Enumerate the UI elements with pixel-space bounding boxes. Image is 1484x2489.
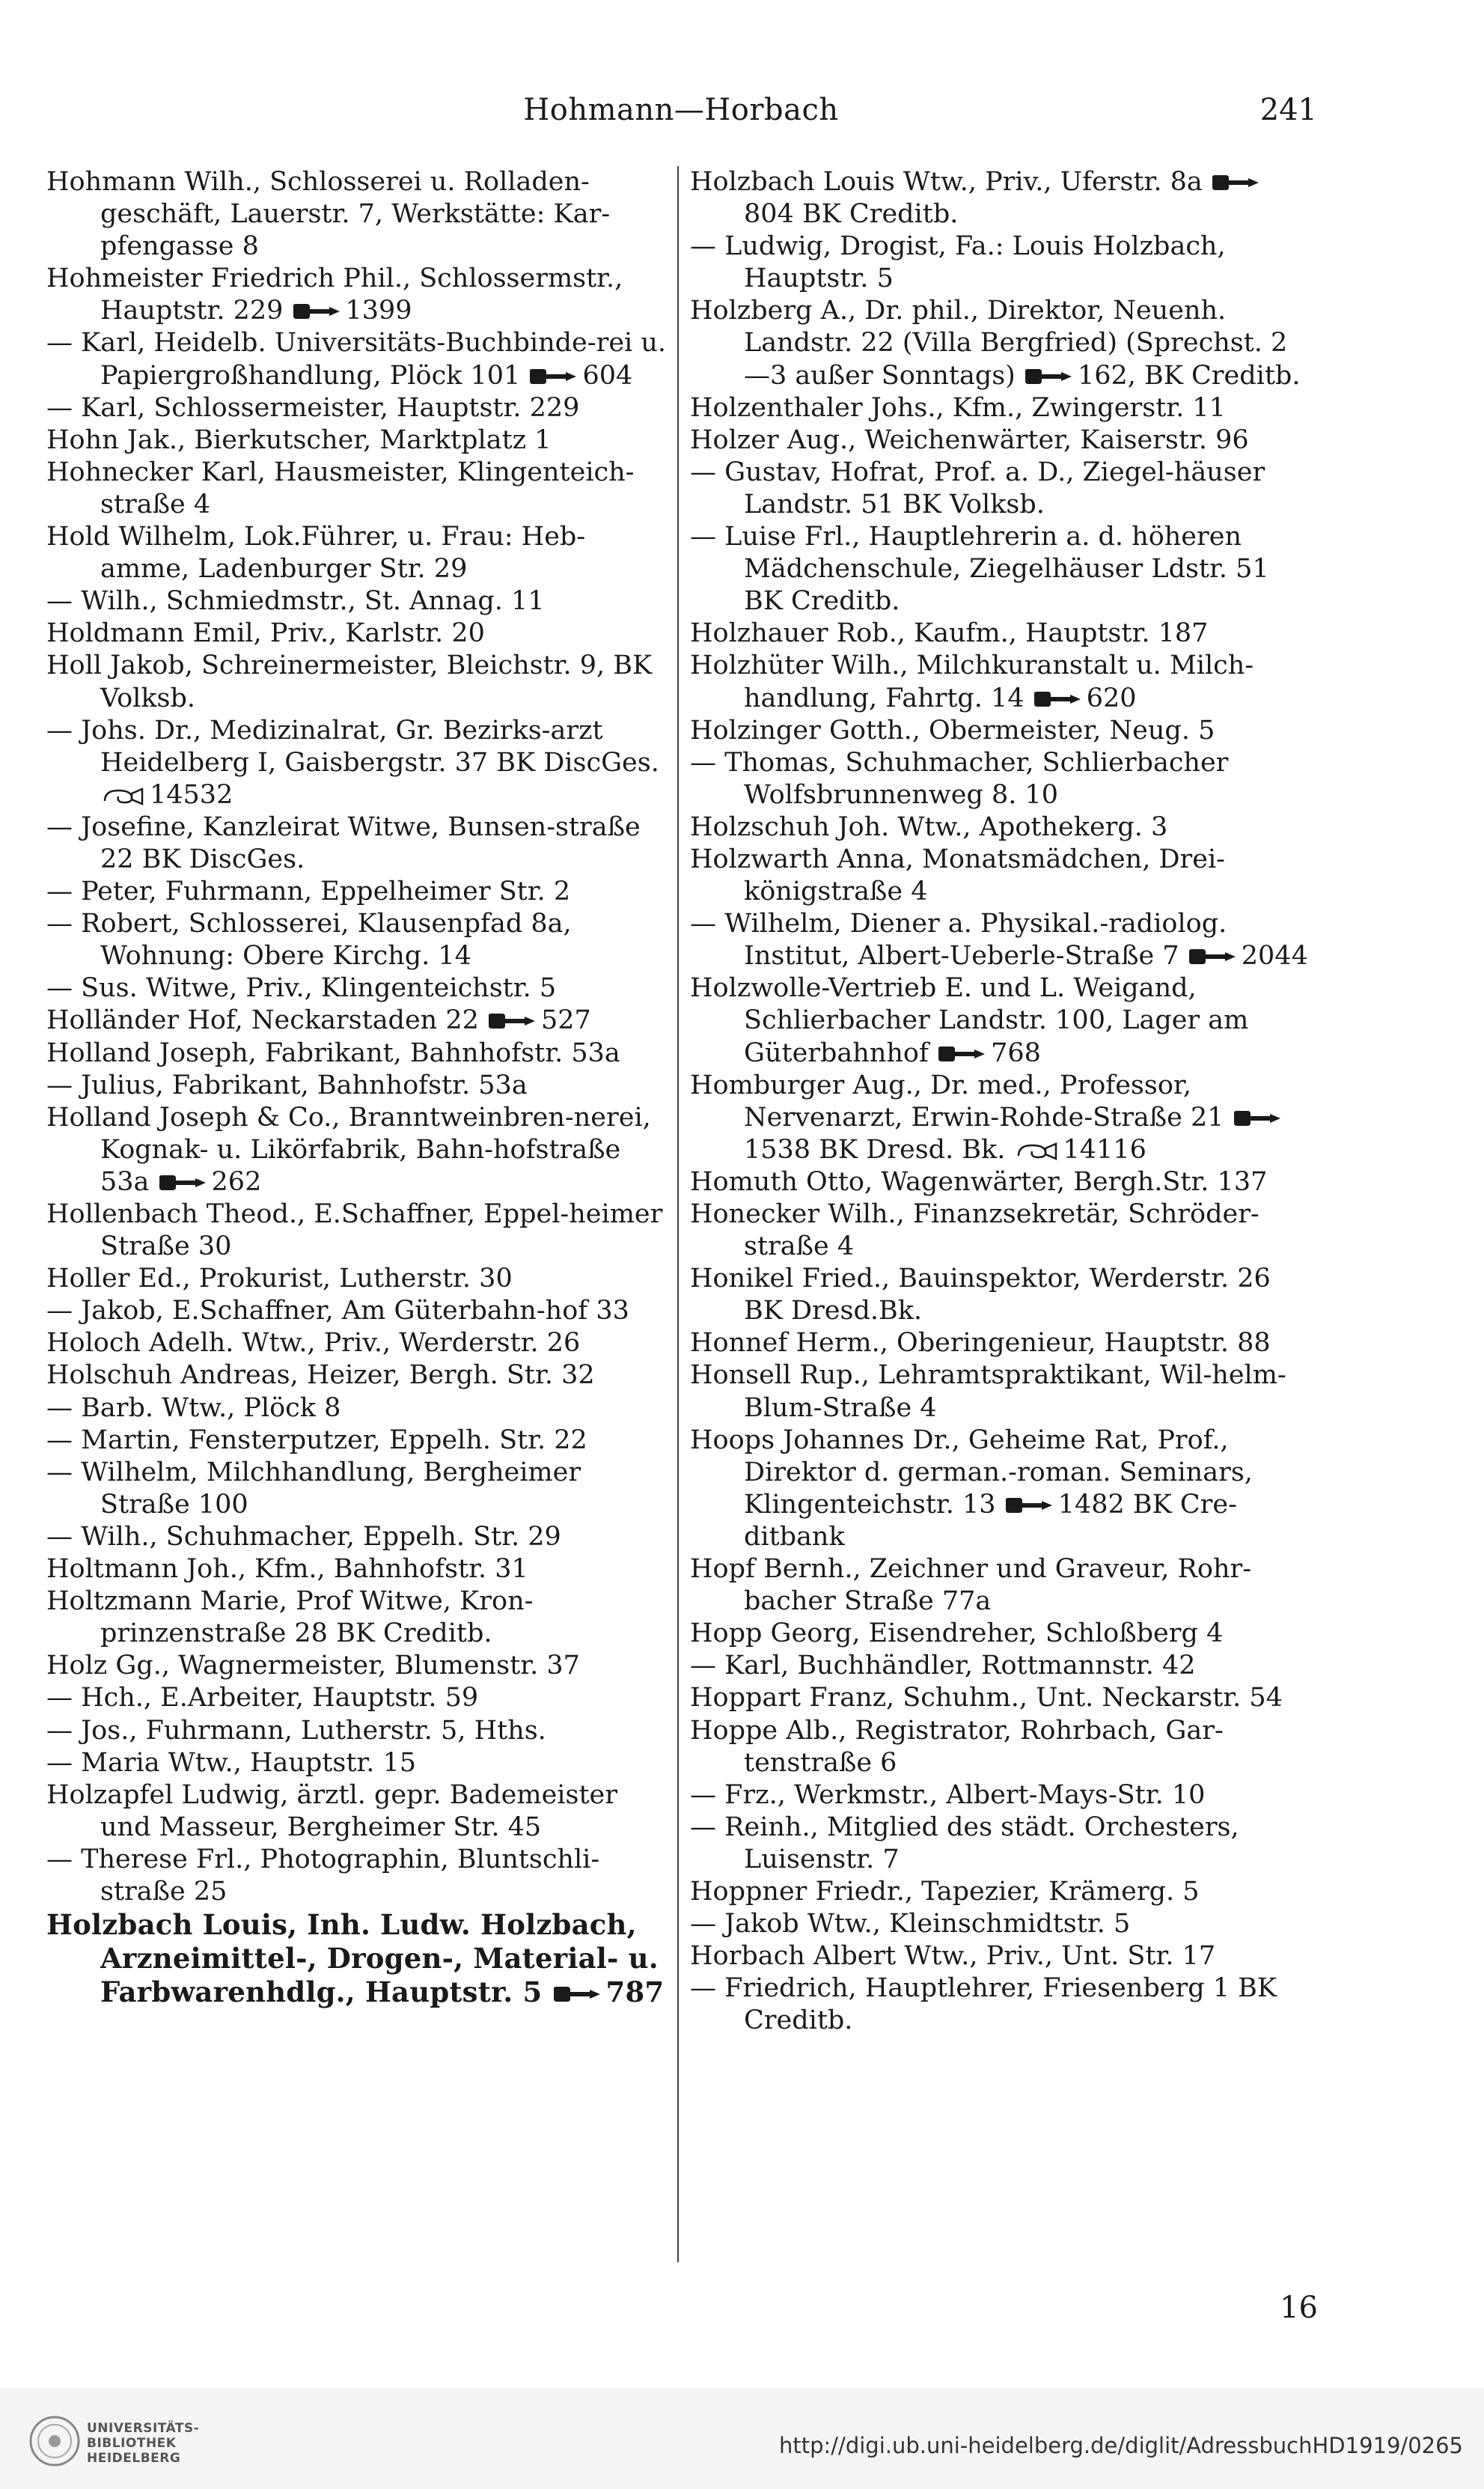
entry-text: — Jakob Wtw., Kleinschmidtstr. 5 (690, 1909, 1131, 1940)
directory-entry (46, 1359, 668, 1392)
directory-entry (46, 1779, 668, 1844)
entry-text: Homuth Otto, Wagenwärter, Bergh.Str. 137 (690, 1166, 1268, 1197)
entry-text: — Maria Wtw., Hauptstr. 15 (46, 1747, 417, 1778)
directory-entry (46, 1425, 668, 1457)
directory-entry (46, 1908, 668, 2009)
entry-text: Holtmann Joh., Kfm., Bahnhofstr. 31 (46, 1554, 528, 1585)
entry-text: — Frz., Werkmstr., Albert-Mays-Str. 10 (690, 1779, 1206, 1810)
directory-entry (46, 1457, 668, 1521)
entry-text: Horbach Albert Wtw., Priv., Unt. Str. 17 (690, 1941, 1216, 1972)
entry-text: — Wilhelm, Milchhandlung, Bergheimer Straße 100 (46, 1457, 581, 1520)
page-number: 241 (1259, 93, 1317, 127)
entry-text: Hoppart Franz, Schuhm., Unt. Neckarstr. 54 (690, 1683, 1283, 1713)
entry-text: Holzschuh Joh. Wtw., Apothekerg. 3 (690, 811, 1168, 842)
entry-text: Holzbach Louis Wtw., Priv., Uferstr. 8a (690, 167, 1211, 197)
entry-text: Holzer Aug., Weichenwärter, Kaiserstr. 96 (690, 424, 1249, 455)
entry-text: Holl Jakob, Schreinermeister, Bleichstr. 9, BK Volksb. (46, 651, 653, 713)
directory-entry (46, 263, 668, 327)
entry-text: Holzenthaler Johs., Kfm., Zwingerstr. 11 (690, 392, 1226, 423)
directory-entry (46, 972, 668, 1005)
posthorn-icon (102, 786, 145, 805)
directory-entry (690, 1972, 1311, 2037)
directory-columns (46, 166, 1319, 2292)
directory-entry (46, 1263, 668, 1295)
directory-entry (46, 1715, 668, 1747)
directory-entry (46, 1650, 668, 1682)
directory-entry (690, 1812, 1311, 1876)
entry-text: Hopf Bernh., Zeichner und Graveur, Rohr-bacher Straße 77a (690, 1554, 1252, 1617)
entry-text: Holz Gg., Wagnermeister, Blumenstr. 37 (46, 1651, 580, 1681)
directory-entry (690, 715, 1311, 747)
directory-entry (46, 1392, 668, 1425)
entry-text: Honnef Herm., Oberingenieur, Hauptstr. 88 (690, 1328, 1271, 1359)
directory-entry (690, 1359, 1311, 1424)
telephone-icon (528, 368, 579, 386)
directory-entry (46, 166, 668, 263)
column-divider (677, 166, 679, 2262)
directory-entry (690, 392, 1311, 424)
entry-text: Holzberg A., Dr. phil., Direktor, Neuenh. Landstr. 22 (Villa Bergfried) (Sprechst. 2—3 außer Sonntags) (690, 296, 1288, 391)
entry-text: Holzhauer Rob., Kaufm., Hauptstr. 187 (690, 618, 1209, 649)
directory-entry (46, 1585, 668, 1650)
directory-entry (690, 1650, 1311, 1682)
telephone-icon (552, 1985, 603, 2003)
entry-text: Hopp Georg, Eisendreher, Schloßberg 4 (690, 1618, 1224, 1649)
directory-entry (690, 618, 1311, 650)
directory-entry (690, 747, 1311, 811)
entry-text: Hohn Jak., Bierkutscher, Marktplatz 1 (46, 424, 552, 455)
directory-entry (690, 1876, 1311, 1908)
entry-text: — Wilhelm, Diener a. Physikal.-radiolog. Institut, Albert-Ueberle-Straße 7 (690, 909, 1227, 972)
sheet-signature: 16 (1280, 2291, 1318, 2325)
directory-entry (46, 521, 668, 585)
entry-text: Holzhüter Wilh., Milchkuranstalt u. Milch-handlung, Fahrtg. 14 (690, 651, 1254, 713)
phone-number: 262 (211, 1166, 262, 1197)
directory-entry (690, 295, 1311, 392)
directory-entry (690, 231, 1311, 295)
entry-text: Holzapfel Ludwig, ärztl. gepr. Bademeister und Masseur, Bergheimer Str. 45 (46, 1779, 617, 1842)
entry-text-tail: BK Dresd. Bk. (810, 1134, 1014, 1165)
entry-text: — Martin, Fensterputzer, Eppelh. Str. 22 (46, 1425, 587, 1455)
entry-text: — Karl, Heidelb. Universitäts-Buchbinde-rei u. Papiergroßhandlung, Plöck 101 (46, 328, 667, 391)
directory-entry (46, 1038, 668, 1070)
entry-text: — Karl, Buchhändler, Rottmannstr. 42 (690, 1651, 1196, 1681)
entry-text: — Jakob, E.Schaffner, Am Güterbahn-hof 33 (46, 1296, 629, 1326)
entry-text-tail: BK Cre-ditbank (744, 1489, 1237, 1552)
telephone-icon (937, 1045, 988, 1063)
library-logo-icon (28, 2415, 81, 2467)
directory-entry (690, 521, 1311, 618)
page-header (45, 81, 1317, 133)
directory-entry (690, 972, 1311, 1069)
entry-text: — Luise Frl., Hauptlehrerin a. d. höheren Mädchenschule, Ziegelhäuser Ldstr. 51 BK Creditb. (690, 522, 1269, 617)
entry-text: Holzinger Gotth., Obermeister, Neug. 5 (690, 715, 1215, 746)
entry-text-tail: , BK Creditb. (1127, 360, 1301, 391)
entry-text: Homburger Aug., Dr. med., Professor, Nervenarzt, Erwin-Rohde-Straße 21 (690, 1070, 1233, 1133)
directory-entry (690, 908, 1311, 972)
phone-number: 1482 (1057, 1489, 1125, 1520)
phone-number: 1538 (744, 1134, 811, 1165)
telephone-icon (487, 1012, 538, 1030)
directory-entry (690, 1779, 1311, 1812)
directory-entry (690, 166, 1311, 231)
entry-text: Holland Joseph & Co., Branntweinbren-nerei, Kognak- u. Likörfabrik, Bahn-hofstraße 53a (46, 1102, 651, 1197)
entry-text: Holler Ed., Prokurist, Lutherstr. 30 (46, 1264, 513, 1294)
entry-text: Holtzmann Marie, Prof Witwe, Kron-prinzenstraße 28 BK Creditb. (46, 1586, 534, 1649)
telephone-icon (1188, 948, 1239, 966)
phone-number: 527 (541, 1005, 591, 1036)
directory-entry (690, 1166, 1311, 1198)
entry-text: Honikel Fried., Bauinspektor, Werderstr. 26 BK Dresd.Bk. (690, 1264, 1271, 1326)
phone-number: 768 (991, 1038, 1041, 1068)
phone-number: 620 (1086, 683, 1137, 713)
directory-entry (46, 1553, 668, 1585)
postcheck-number: 14116 (1063, 1134, 1146, 1165)
running-head: Hohmann—Horbach (523, 93, 839, 127)
directory-entry (690, 1263, 1311, 1327)
entry-text: — Jos., Fuhrmann, Lutherstr. 5, Hths. (46, 1715, 546, 1746)
entry-text: Holland Joseph, Fabrikant, Bahnhofstr. 53a (46, 1038, 620, 1068)
directory-entry (46, 715, 668, 811)
directory-entry (690, 424, 1311, 457)
telephone-icon (292, 302, 343, 320)
phone-number: 787 (605, 1975, 665, 2009)
entry-text: Holländer Hof, Neckarstaden 22 (46, 1005, 488, 1036)
entry-text: Holschuh Andreas, Heizer, Bergh. Str. 32 (46, 1360, 595, 1391)
directory-entry (46, 876, 668, 908)
entry-text: — Johs. Dr., Medizinalrat, Gr. Bezirks-arzt Heidelberg I, Gaisbergstr. 37 BK DiscGes. (46, 715, 659, 778)
posthorn-icon (1016, 1141, 1059, 1160)
directory-entry (46, 1747, 668, 1779)
entry-text: Hoppner Friedr., Tapezier, Krämerg. 5 (690, 1876, 1200, 1907)
entry-text: — Gustav, Hofrat, Prof. a. D., Ziegel-häuser Landstr. 51 BK Volksb. (690, 457, 1265, 520)
entry-text: — Julius, Fabrikant, Bahnhofstr. 53a (46, 1070, 528, 1100)
entry-text: Hohmeister Friedrich Phil., Schlossermstr., Hauptstr. 229 (46, 263, 623, 326)
directory-entry (690, 844, 1311, 908)
entry-text: Honsell Rup., Lehramtspraktikant, Wil-helm-Blum-Straße 4 (690, 1360, 1286, 1423)
directory-entry (690, 1618, 1311, 1650)
entry-text: Holzbach Louis, Inh. Ludw. Holzbach, Arzneimittel-, Drogen-, Material- u. Farbwarenhdlg., Hauptstr. 5 (46, 1908, 659, 2009)
entry-text-tail: BK Creditb. (793, 199, 959, 230)
directory-entry (46, 908, 668, 972)
left-column (46, 166, 668, 2009)
phone-number: 162 (1077, 360, 1128, 391)
entry-text: Hoppe Alb., Registrator, Rohrbach, Gar-tenstraße 6 (690, 1715, 1224, 1778)
digitization-footer (0, 2388, 1484, 2489)
entry-text: Hollenbach Theod., E.Schaffner, Eppel-heimer Straße 30 (46, 1199, 663, 1262)
entry-text: — Reinh., Mitglied des städt. Orchesters, Luisenstr. 7 (690, 1812, 1239, 1874)
source-url[interactable]: http://digi.ub.uni-heidelberg.de/diglit/AdressbuchHD1919/0265 (778, 2433, 1463, 2458)
entry-text: Hohmann Wilh., Schlosserei u. Rolladen-geschäft, Lauerstr. 7, Werkstätte: Kar-pfengasse 8 (46, 167, 611, 262)
entry-text: — Wilh., Schmiedmstr., St. Annag. 11 (46, 586, 545, 617)
directory-entry (690, 811, 1311, 844)
directory-entry (690, 1908, 1311, 1940)
directory-entry (46, 1844, 668, 1908)
library-name: UNIVERSITÄTS- BIBLIOTHEK HEIDELBERG (87, 2421, 200, 2466)
directory-entry (46, 618, 668, 650)
directory-entry (690, 1940, 1311, 1972)
entry-text: Hoops Johannes Dr., Geheime Rat, Prof., Direktor d. german.-roman. Seminars, Klingenteichstr. 13 (690, 1425, 1253, 1520)
phone-number: 1399 (345, 296, 412, 326)
entry-text: Holzwarth Anna, Monatsmädchen, Drei-königstraße 4 (690, 844, 1225, 907)
right-column (690, 166, 1311, 2037)
directory-entry (690, 457, 1311, 521)
directory-entry (690, 1327, 1311, 1359)
directory-entry (46, 1198, 668, 1263)
entry-text: — Ludwig, Drogist, Fa.: Louis Holzbach, Hauptstr. 5 (690, 231, 1226, 294)
telephone-icon (1233, 1109, 1283, 1127)
phone-number: 2044 (1241, 941, 1308, 972)
entry-text: — Hch., E.Arbeiter, Hauptstr. 59 (46, 1683, 479, 1713)
directory-entry (46, 392, 668, 424)
directory-entry (46, 1005, 668, 1037)
directory-entry (690, 1198, 1311, 1263)
directory-entry (46, 1521, 668, 1553)
entry-text: Holoch Adelh. Wtw., Priv., Werderstr. 26 (46, 1328, 581, 1359)
directory-entry (690, 1070, 1311, 1166)
entry-text: — Friedrich, Hauptlehrer, Friesenberg 1 BK Creditb. (690, 1973, 1277, 2036)
directory-entry (690, 1682, 1311, 1714)
directory-entry (690, 1715, 1311, 1779)
directory-entry (46, 1102, 668, 1198)
telephone-icon (158, 1174, 209, 1192)
directory-entry (46, 457, 668, 521)
entry-text: — Thomas, Schuhmacher, Schlierbacher Wolfsbrunnenweg 8. 10 (690, 747, 1229, 810)
directory-entry (46, 1682, 668, 1714)
entry-text: — Barb. Wtw., Plöck 8 (46, 1392, 341, 1423)
entry-text: — Sus. Witwe, Priv., Klingenteichstr. 5 (46, 973, 557, 1004)
directory-entry (46, 650, 668, 714)
directory-entry (690, 1425, 1311, 1553)
directory-entry (46, 1295, 668, 1327)
directory-entry (46, 585, 668, 618)
entry-text: — Peter, Fuhrmann, Eppelheimer Str. 2 (46, 877, 571, 907)
directory-entry (46, 327, 668, 392)
directory-entry (46, 811, 668, 876)
directory-entry (46, 1070, 668, 1102)
postcheck-number: 14532 (150, 779, 233, 810)
directory-entry (690, 1553, 1311, 1618)
entry-text: — Josefine, Kanzleirat Witwe, Bunsen-straße 22 BK DiscGes. (46, 811, 641, 874)
telephone-icon (1033, 690, 1084, 708)
directory-entry (46, 1327, 668, 1359)
directory-entry (690, 650, 1311, 714)
entry-text: — Wilh., Schuhmacher, Eppelh. Str. 29 (46, 1521, 561, 1552)
entry-text: — Robert, Schlosserei, Klausenpfad 8a, Wohnung: Obere Kirchg. 14 (46, 909, 572, 972)
phone-number: 804 (744, 199, 794, 230)
telephone-icon (1024, 368, 1075, 386)
entry-text: — Therese Frl., Photographin, Bluntschli-straße 25 (46, 1844, 600, 1907)
entry-text: — Karl, Schlossermeister, Hauptstr. 229 (46, 392, 580, 423)
entry-text: Honecker Wilh., Finanzsekretär, Schröder-straße 4 (690, 1199, 1259, 1262)
phone-number: 604 (582, 360, 633, 391)
entry-text: Hold Wilhelm, Lok.Führer, u. Frau: Heb-amme, Ladenburger Str. 29 (46, 522, 586, 585)
telephone-icon (1004, 1496, 1055, 1514)
entry-text: Holdmann Emil, Priv., Karlstr. 20 (46, 618, 485, 649)
entry-text: Hohnecker Karl, Hausmeister, Klingenteich-straße 4 (46, 457, 635, 520)
directory-entry (46, 424, 668, 457)
telephone-icon (1211, 174, 1262, 192)
entry-text: Holzwolle-Vertrieb E. und L. Weigand, Schlierbacher Landstr. 100, Lager am Güterbahnhof (690, 973, 1249, 1068)
